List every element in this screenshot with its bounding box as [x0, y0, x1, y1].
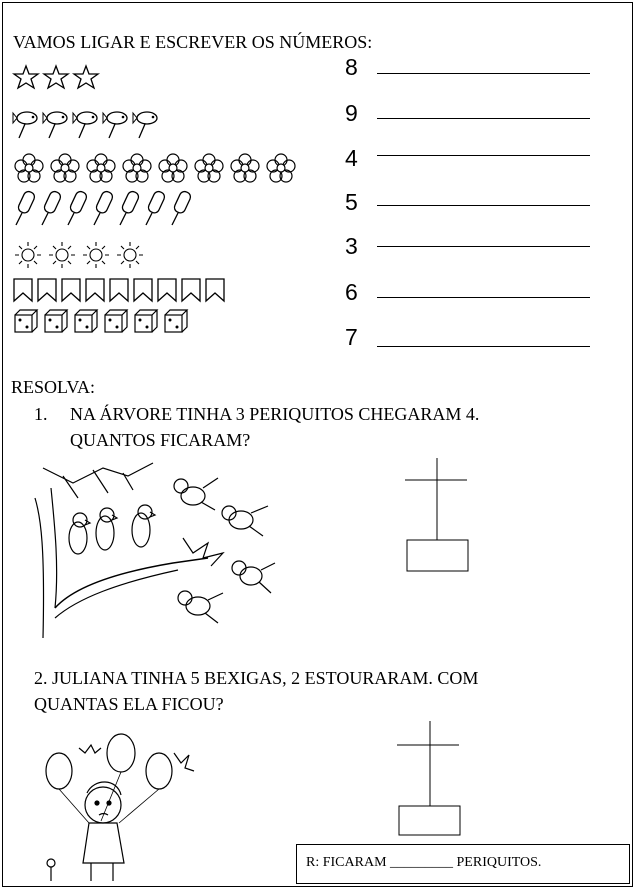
pennant-icon: [181, 277, 201, 303]
parrot: [174, 478, 218, 510]
math-frame-1: [405, 458, 475, 578]
flowers-group: [13, 148, 297, 188]
math-frame-2: [397, 721, 467, 841]
popsicle-icon: [91, 189, 113, 229]
pennant-icon: [13, 277, 33, 303]
popsicles-group: [13, 189, 191, 229]
question-1-number: 1.: [34, 404, 48, 424]
number-5: 5: [345, 189, 358, 215]
popsicle-icon: [117, 189, 139, 229]
sun-icon: [115, 240, 145, 270]
write-line[interactable]: [377, 297, 590, 298]
write-line[interactable]: [377, 346, 590, 347]
die-icon: [163, 308, 189, 334]
flower-icon: [49, 152, 81, 184]
flower-icon: [157, 152, 189, 184]
fish-icon: [73, 104, 99, 140]
number-3: 3: [345, 233, 358, 259]
popsicle-icon: [39, 189, 61, 229]
number-9: 9: [345, 100, 358, 126]
fish-group: [13, 102, 159, 142]
sun-icon: [81, 240, 111, 270]
fish-icon: [133, 104, 159, 140]
flower-icon: [229, 152, 261, 184]
die-icon: [103, 308, 129, 334]
pennant-icon: [61, 277, 81, 303]
parrots-tree-illustration: [33, 458, 283, 638]
popsicle-icon: [13, 189, 35, 229]
star-icon: [73, 64, 99, 90]
number-4: 4: [345, 145, 358, 171]
parrot: [232, 561, 275, 593]
sun-icon: [13, 240, 43, 270]
pennant-icon: [205, 277, 225, 303]
die-icon: [43, 308, 69, 334]
write-line[interactable]: [377, 246, 590, 247]
flower-icon: [13, 152, 45, 184]
parrot: [222, 506, 268, 536]
die-icon: [133, 308, 159, 334]
flower-icon: [121, 152, 153, 184]
parrot: [96, 508, 117, 550]
question-1-line2: QUANTOS FICARAM?: [70, 430, 251, 450]
pennant-icon: [133, 277, 153, 303]
popsicle-icon: [143, 189, 165, 229]
write-line[interactable]: [377, 118, 590, 119]
pennant-icon: [157, 277, 177, 303]
flower-icon: [265, 152, 297, 184]
fish-icon: [103, 104, 129, 140]
answer-text: R: FICARAM _________ PERIQUITOS.: [306, 855, 542, 870]
die-icon: [13, 308, 39, 334]
stars-group: [13, 57, 99, 97]
suns-group: [13, 235, 145, 275]
flower-icon: [193, 152, 225, 184]
fish-icon: [43, 104, 69, 140]
write-line[interactable]: [377, 73, 590, 74]
popsicle-icon: [65, 189, 87, 229]
parrot: [178, 591, 223, 623]
die-icon: [73, 308, 99, 334]
write-line[interactable]: [377, 155, 590, 156]
worksheet-page: [2, 2, 633, 887]
question-1-line1: NA ÁRVORE TINHA 3 PERIQUITOS CHEGARAM 4.: [70, 404, 480, 424]
parrot: [69, 513, 90, 554]
number-6: 6: [345, 279, 358, 305]
star-icon: [13, 64, 39, 90]
question-2-line2: QUANTAS ELA FICOU?: [34, 694, 224, 714]
pennant-icon: [85, 277, 105, 303]
girl-balloons-illustration: [39, 723, 199, 883]
resolva-label: RESOLVA:: [11, 377, 96, 397]
number-8: 8: [345, 54, 358, 80]
write-line[interactable]: [377, 205, 590, 206]
number-7: 7: [345, 324, 358, 350]
parrot: [132, 505, 155, 547]
worksheet-title: VAMOS LIGAR E ESCREVER OS NÚMEROS:: [13, 32, 373, 52]
dice-group: [13, 301, 189, 341]
answer-box[interactable]: [296, 844, 630, 884]
fish-icon: [13, 104, 39, 140]
pennant-icon: [37, 277, 57, 303]
sun-icon: [47, 240, 77, 270]
question-2-line1: 2. JULIANA TINHA 5 BEXIGAS, 2 ESTOURARAM. COM: [34, 668, 479, 688]
flower-icon: [85, 152, 117, 184]
popsicle-icon: [169, 189, 191, 229]
pennant-icon: [109, 277, 129, 303]
star-icon: [43, 64, 69, 90]
